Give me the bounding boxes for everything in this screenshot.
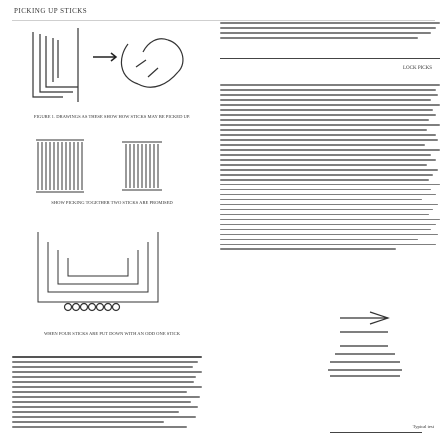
section-rule-1	[220, 58, 440, 59]
figure-3-illustration	[18, 222, 204, 322]
right-body-text	[220, 84, 440, 253]
figure-1-illustration	[18, 22, 204, 108]
figure-1	[18, 22, 204, 108]
figure-3-caption: WHEN FOUR STICKS ARE PUT DOWN WITH AN ODD ONE STICK	[43, 331, 181, 336]
left-column	[10, 22, 210, 442]
running-header	[12, 6, 435, 21]
section-label-1: LOCK PICKS	[402, 66, 432, 71]
bottom-label: Typical test	[412, 424, 434, 429]
left-body-text	[12, 356, 202, 431]
figure-2-illustration	[18, 132, 204, 196]
stack-illustration	[220, 310, 440, 390]
figure-3	[18, 222, 204, 322]
header-text: PICKING UP STICKS	[14, 7, 88, 15]
figure-2	[18, 132, 204, 196]
figure-2-caption: SHOW PICKING TOGETHER TWO STICKS ARE PROMISED	[51, 200, 173, 205]
right-column	[220, 22, 440, 442]
bottom-rule	[330, 432, 422, 433]
figure-1-caption: FIGURE 1. DRAWINGS AS THESE SHOW HOW STICKS MAY BE PICKED UP.	[33, 114, 191, 119]
right-intro-text	[220, 22, 440, 42]
stack-svg	[220, 310, 440, 390]
